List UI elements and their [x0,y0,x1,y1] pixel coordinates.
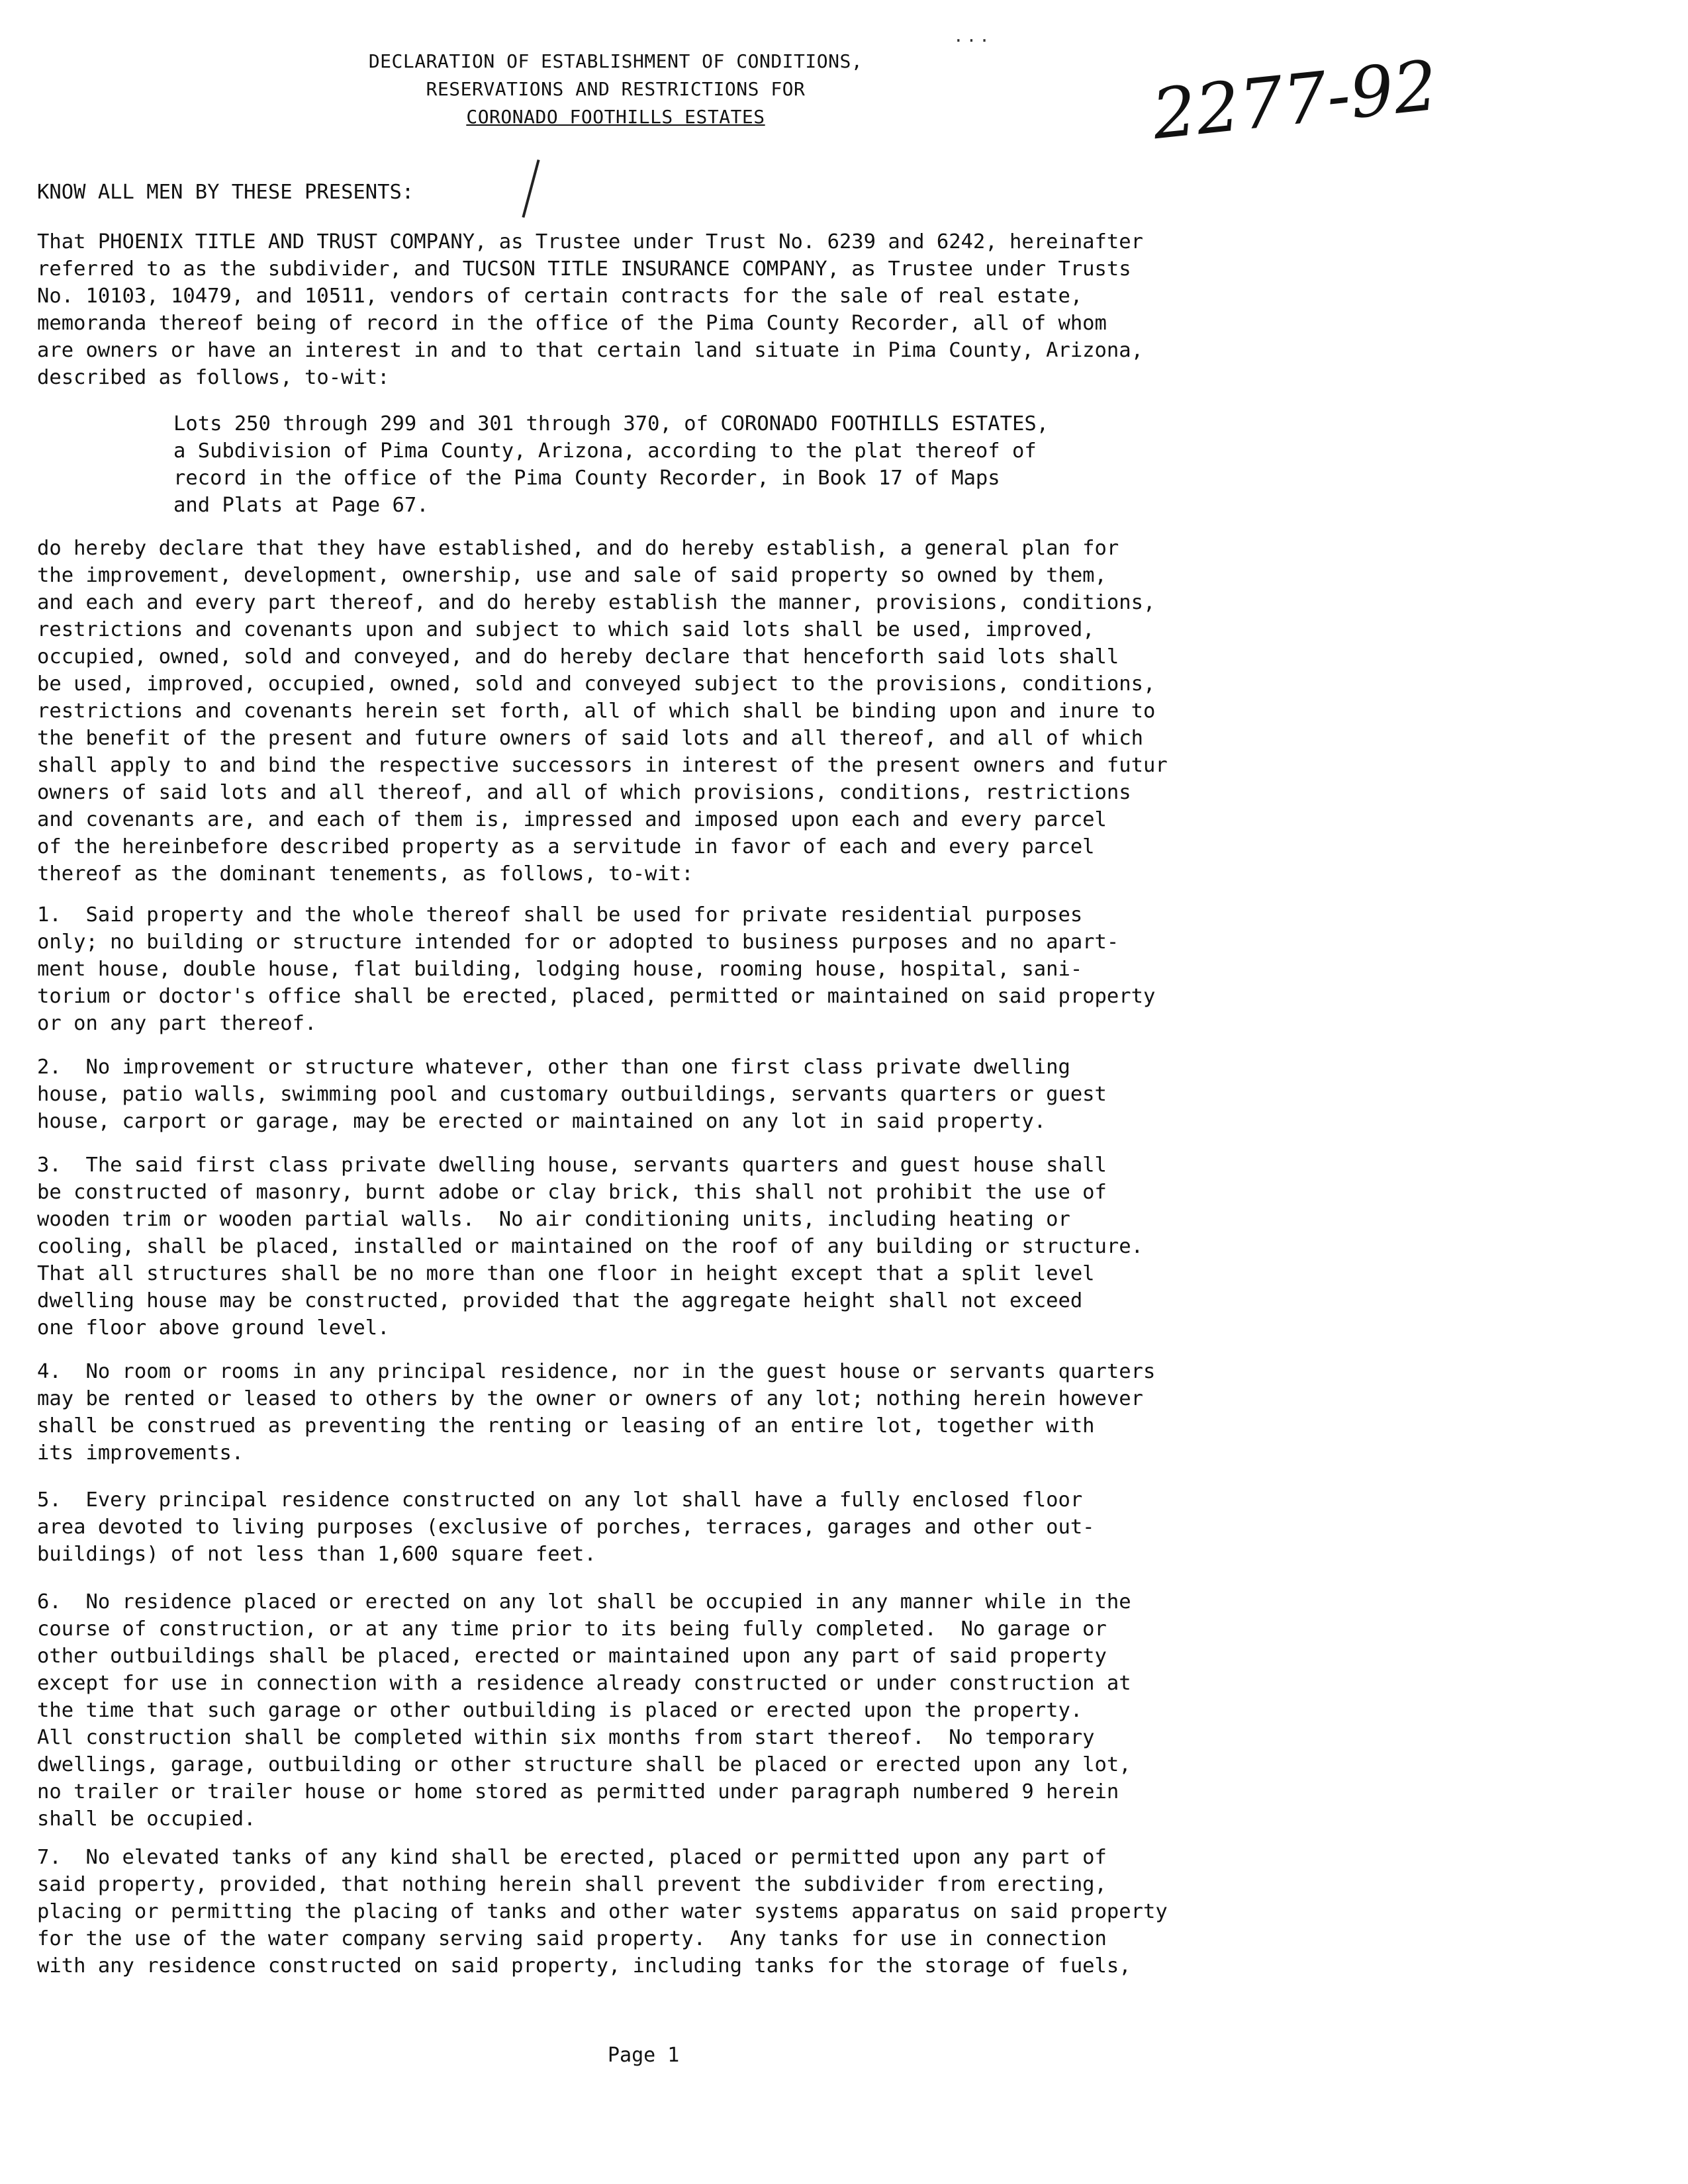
declaration-paragraph: do hereby declare that they have established, and do hereby establish, a general plan for the improvement, development, ownership, use and sale of said property so owned by them, and each and every part thereof, and do hereby establish the manner, provisions, conditions, restrictions and covenants upon and subject to which said lots shall be used, improved, occupied, owned, sold and conveyed, and do hereby declare that henceforth said lots shall be used, improved, occupied, owned, sold and conveyed subject to the provisions, conditions, restrictions and covenants herein set forth, all of which shall be binding upon and inure to the benefit of the present and future owners of said lots and all thereof, and all of which shall apply to and bind the respective successors in interest of the present owners and futur owners of said lots and all thereof, and all of which provisions, conditions, restrictions and covenants are, and each of them is, impressed and imposed upon each and every parcel of the hereinbefore described property as a servitude in favor of each and every parcel thereof as the dominant tenements, as follows, to-wit: [37,537,1168,886]
title-line-3: CORONADO FOOTHILLS ESTATES [466,106,765,128]
paragraph-6: 6. No residence placed or erected on any lot shall be occupied in any manner while in the course of construction, or at any time prior to its being fully completed. No garage or other outbuildings shall be placed, erected or maintained upon any part of said property except for use in connection with a residence already constructed or under construction at the time that such garage or other outbuilding is placed or erected upon the property. All construction shall be completed within six months from start thereof. No temporary dwellings, garage, outbuilding or other structure shall be placed or erected upon any lot, no trailer or trailer house or home stored as permitted under paragraph numbered 9 herein shall be occupied. [37,1590,1131,1831]
paragraph-2: 2. No improvement or structure whatever, other than one first class private dwelling house, patio walls, swimming pool and customary outbuildings, servants quarters or guest house, carport or garage, may be erected or maintained on any lot in said property. [37,1056,1107,1133]
paragraph-3: 3. The said first class private dwelling house, servants quarters and guest house shall be constructed of masonry, burnt adobe or clay brick, this shall not prohibit the use of wooden trim or wooden partial walls. No air conditioning units, including heating or cooling, shall be placed, installed or maintained on the roof of any building or structure. That all structures shall be no more than one floor in height except that a split level dwelling house may be constructed, provided that the aggregate height shall not exceed one floor above ground level. [37,1154,1143,1340]
title-line-2: RESERVATIONS AND RESTRICTIONS FOR [426,78,806,100]
paragraph-5: 5. Every principal residence constructed on any lot shall have a fully enclosed floor area devoted to living purposes (exclusive of porches, terraces, garages and other out- buildings) of not less than 1,600 square feet. [37,1488,1095,1566]
legal-description: Lots 250 through 299 and 301 through 370, of CORONADO FOOTHILLS ESTATES, a Subdivision of Pima County, Arizona, according to the plat thereof of record in the office of the Pima County Recorder, in Book 17 of Maps and Plats at Page 67. [173,412,1049,517]
paragraph-7: 7. No elevated tanks of any kind shall be erected, placed or permitted upon any part of said property, provided, that nothing herein shall prevent the subdivider from erecting, placing or permitting the placing of tanks and other water systems apparatus on said property for the use of the water company serving said property. Any tanks for use in connection with any residence constructed on said property, including tanks for the storage of fuels, [37,1846,1168,1978]
paragraph-4: 4. No room or rooms in any principal residence, nor in the guest house or servants quarters may be rented or leased to others by the owner or owners of any lot; nothing herein however shall be construed as preventing the renting or leasing of an entire lot, together with its improvements. [37,1360,1156,1465]
paragraph-1: 1. Said property and the whole thereof shall be used for private residential purposes only; no building or structure intended for or adopted to business purposes and no apart- ment house, double house, flat building, lodging house, rooming house, hospital, sani- torium or doctor's office shall be erected, placed, permitted or maintained on said property or on any part thereof. [37,903,1156,1035]
handwritten-file-number: 2277-92 [1148,44,1442,156]
document-title [318,48,914,131]
salutation: KNOW ALL MEN BY THESE PRESENTS: [37,181,414,204]
page-number: Page 1 [608,2044,680,2067]
title-line-1: DECLARATION OF ESTABLISHMENT OF CONDITIONS, [368,50,863,72]
top-marks: ... [953,26,992,46]
intro-paragraph: That PHOENIX TITLE AND TRUST COMPANY, as Trustee under Trust No. 6239 and 6242, hereinafter referred to as the subdivider, and TUCSON TITLE INSURANCE COMPANY, as Trustee under Trusts No. 10103, 10479, and 10511, vendors of certain contracts for the sale of real estate, memoranda thereof being of record in the office of the Pima County Recorder, all of whom are owners or have an interest in and to that certain land situate in Pima County, Arizona, described as follows, to-wit: [37,230,1143,389]
